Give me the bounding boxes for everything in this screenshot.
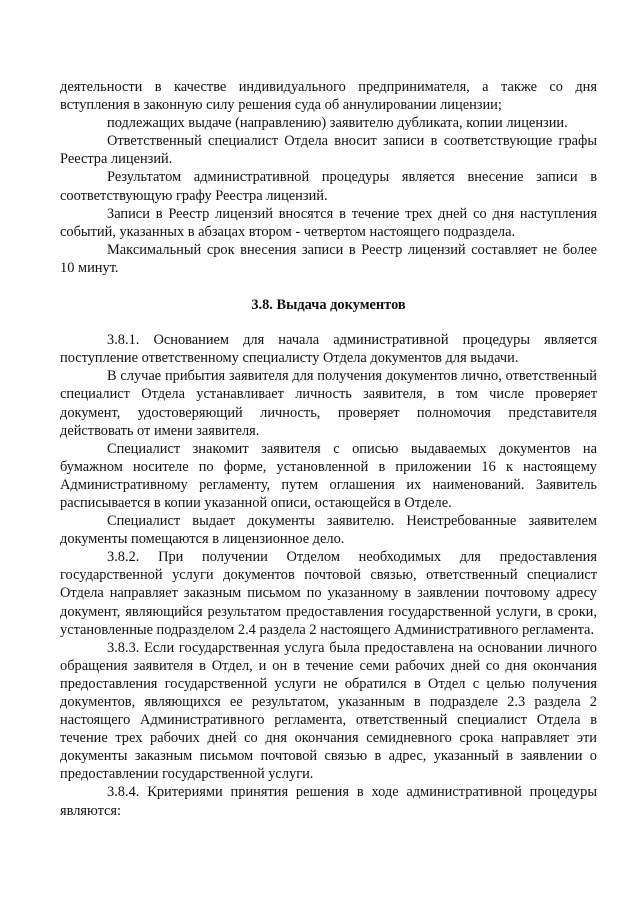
paragraph: подлежащих выдаче (направлению) заявителю дубликата, копии лицензии. [107,115,568,132]
paragraph: Записи в Реестр лицензий вносятся в течение трех дней со дня наступления событий, указанных в абзацах втором - четвертом настоящего подраздела. [60,205,597,240]
paragraph: 3.8.3. Если государственная услуга была предоставлена на основании личного обращения заявителя в Отдел, и он в течение семи рабочих дней со дня окончания предоставления государственной услуги не обратился в Отдел с целью получения документов, являющихся ее результатом, указанным в подразделе 2.3 раздела 2 настоящего Административного регламента, ответственный специалист Отдела в течение трех рабочих дней со дня окончания семидневного срока направляет эти документы заказным письмом почтовой связью в адрес, указанный в заявлении о предоставлении государственной услуги. [60,639,597,783]
section-heading: 3.8. Выдача документов [251,297,406,314]
paragraph: Специалист знакомит заявителя с описью выдаваемых документов на бумажном носителе по форме, установленной в приложении 16 к настоящему Административному регламенту, путем оглашения их наименований. Заявитель расписывается в копии указанной описи, остающейся в Отделе. [60,440,597,511]
paragraph: В случае прибытия заявителя для получения документов лично, ответственный специалист Отдела устанавливает личность заявителя, в том числе проверяет документ, удостоверяющий личность, проверяет полномочия представителя действовать от имени заявителя. [60,368,597,439]
document-page [60,78,597,820]
paragraph: 3.8.2. При получении Отделом необходимых для предоставления государственной услуги документов почтовой связью, ответственный специалист Отдела направляет заказным письмом по указанному в заявлении почтовому адресу документ, являющийся результатом предоставления государственной услуги, в сроки, установленные подразделом 2.4 раздела 2 настоящего Административного регламента. [60,549,597,638]
paragraph: 3.8.4. Критериями принятия решения в ходе административной процедуры являются: [60,784,597,819]
paragraph: 3.8.1. Основанием для начала административной процедуры является поступление ответственному специалисту Отдела документов для выдачи. [60,332,597,367]
paragraph: Ответственный специалист Отдела вносит записи в соответствующие графы Реестра лицензий. [60,133,597,168]
paragraph: Результатом административной процедуры является внесение записи в соответствующую графу Реестра лицензий. [60,169,597,204]
paragraph: Максимальный срок внесения записи в Реестр лицензий составляет не более 10 минут. [60,241,597,276]
paragraph-continuation: деятельности в качестве индивидуального предпринимателя, а также со дня вступления в законную силу решения суда об аннулировании лицензии; [60,79,597,114]
paragraph: Специалист выдает документы заявителю. Неистребованные заявителем документы помещаются в лицензионное дело. [60,513,597,548]
